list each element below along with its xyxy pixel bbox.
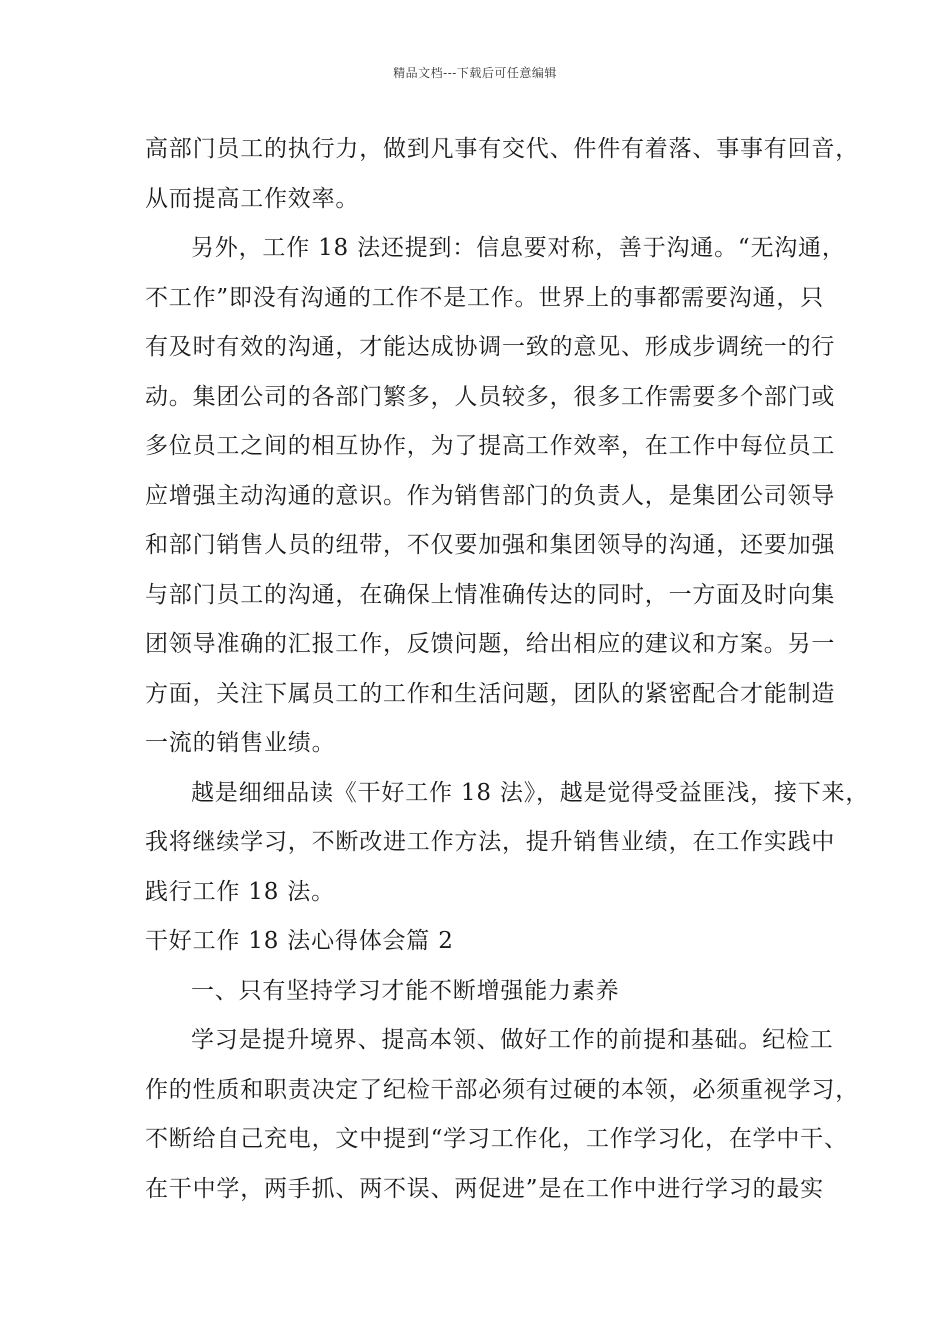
text-line: 有及时有效的沟通，才能达成协调一致的意见、形成步调统一的行 [145, 334, 836, 360]
paragraph-start: 越是细细品读《干好工作 18 法》，越是觉得受益匪浅，接下来， [191, 779, 870, 806]
text-line: 从而提高工作效率。 [145, 185, 360, 212]
text-line: 团领导准确的汇报工作，反馈问题，给出相应的建议和方案。另一 [145, 631, 836, 657]
text-line: 不工作”即没有沟通的工作不是工作。世界上的事都需要沟通，只 [145, 284, 824, 311]
page-header: 精品文档---下载后可任意编辑 [393, 66, 557, 80]
text-line: 一流的销售业绩。 [145, 730, 336, 756]
paragraph-start: 另外，工作 18 法还提到：信息要对称，善于沟通。“无沟通， [191, 235, 846, 261]
text-line: 高部门员工的执行力，做到凡事有交代、件件有着落、事事有回音， [145, 136, 859, 162]
text-line: 应增强主动沟通的意识。作为销售部门的负责人，是集团公司领导 [145, 482, 836, 509]
text-line: 和部门销售人员的纽带，不仅要加强和集团领导的沟通，还要加强 [145, 532, 836, 558]
text-line: 多位员工之间的相互协作，为了提高工作效率，在工作中每位员工 [145, 433, 836, 459]
text-line: 在干中学，两手抓、两不误、两促进”是在工作中进行学习的最实 [145, 1175, 824, 1202]
section-heading: 干好工作 18 法心得体会篇 2 [145, 928, 454, 954]
text-line: 践行工作 18 法。 [145, 878, 335, 905]
document-body [145, 125, 870, 1214]
text-line: 我将继续学习，不断改进工作方法，提升销售业绩，在工作实践中 [145, 829, 836, 855]
subsection-heading: 一、只有坚持学习才能不断增强能力素养 [191, 977, 620, 1004]
text-line: 与部门员工的沟通，在确保上情准确传达的同时，一方面及时向集 [145, 581, 836, 608]
text-line: 动。集团公司的各部门繁多，人员较多，很多工作需要多个部门或 [145, 383, 836, 410]
text-line: 作的性质和职责决定了纪检干部必须有过硬的本领，必须重视学习， [145, 1076, 859, 1103]
text-line: 方面，关注下属员工的工作和生活问题，团队的紧密配合才能制造 [145, 680, 836, 707]
paragraph-start: 学习是提升境界、提高本领、做好工作的前提和基础。纪检工 [191, 1027, 834, 1053]
text-line: 不断给自己充电，文中提到“学习工作化，工作学习化，在学中干、 [145, 1126, 848, 1152]
